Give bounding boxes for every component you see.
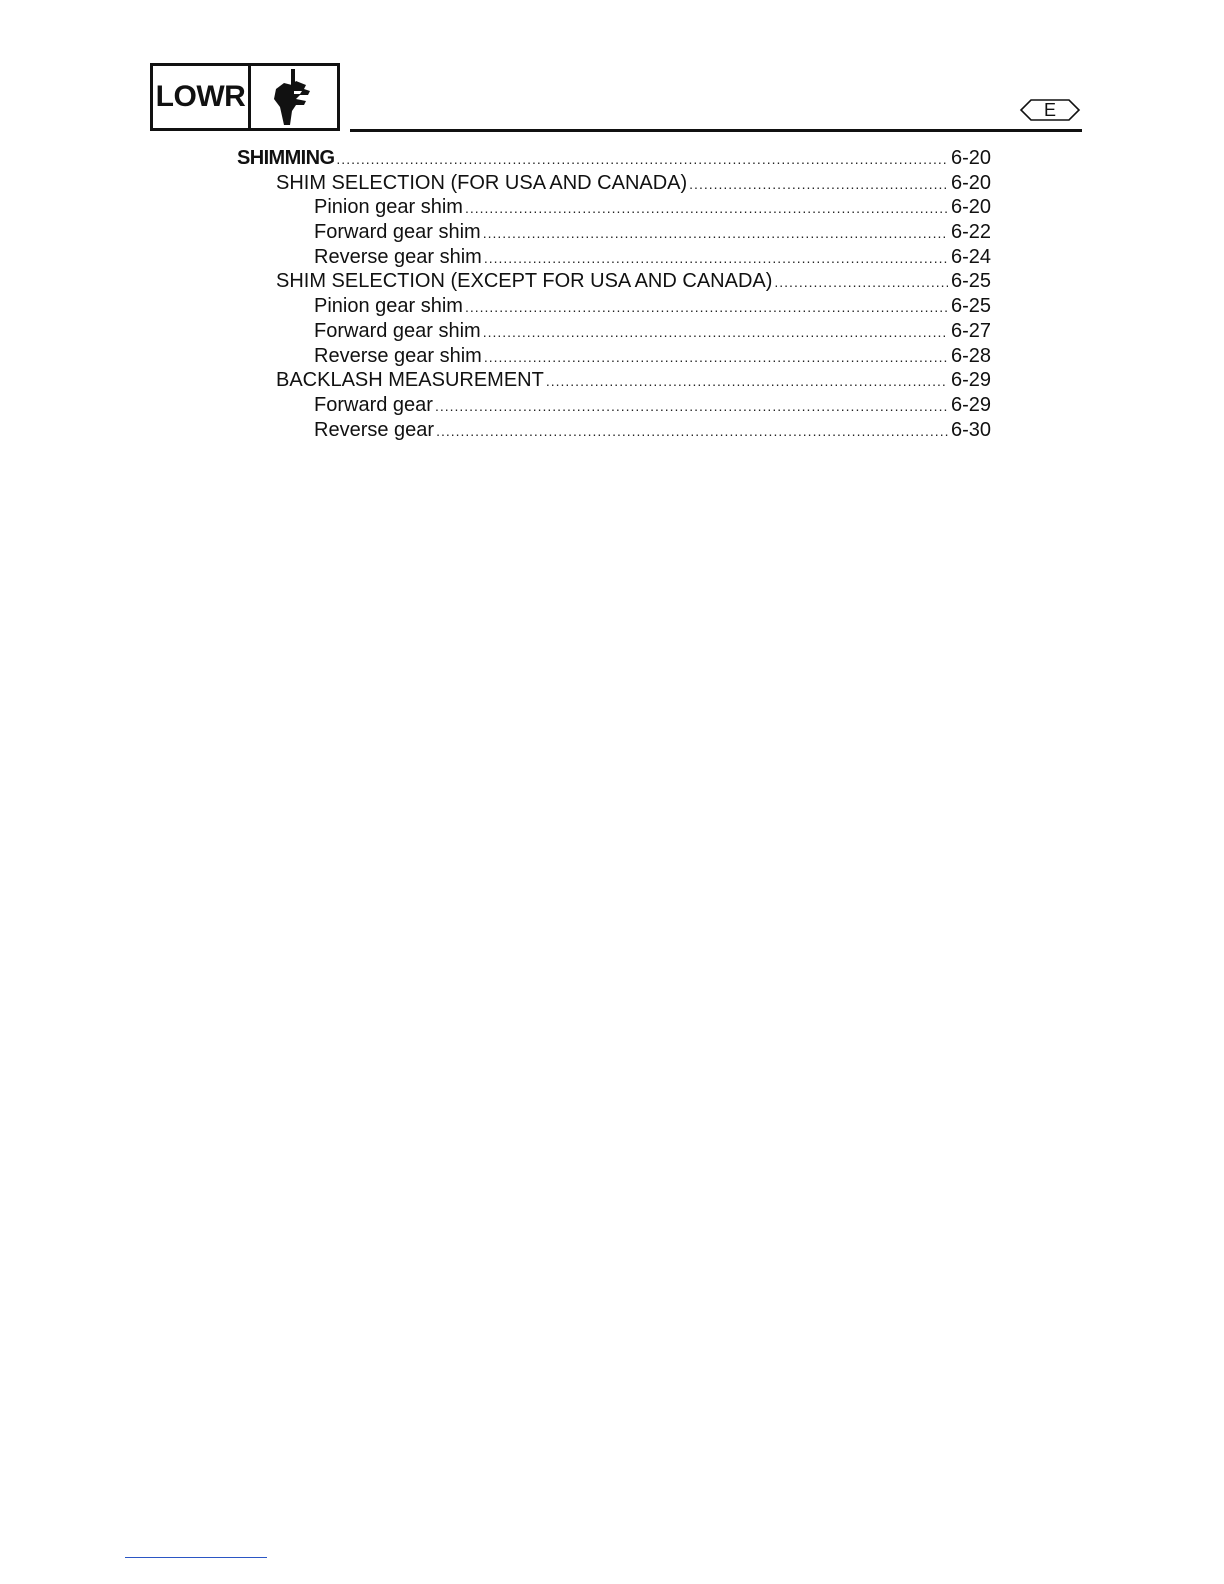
toc-entry-page: 6-20 xyxy=(950,171,991,194)
section-header-box xyxy=(150,63,340,131)
toc-dot-leader xyxy=(436,419,948,444)
toc-entry-page: 6-30 xyxy=(950,418,991,441)
toc-entry-page: 6-20 xyxy=(950,147,991,169)
toc-dot-leader xyxy=(336,147,948,172)
toc-entry xyxy=(237,220,991,245)
toc-entry-title: Pinion gear shim xyxy=(314,196,463,219)
toc-entry-title: BACKLASH MEASUREMENT xyxy=(276,369,544,392)
toc-entry-title: Reverse gear shim xyxy=(314,245,482,268)
toc-entry-page: 6-20 xyxy=(950,196,991,219)
toc-entry-page: 6-24 xyxy=(950,245,991,268)
toc-entry-page: 6-29 xyxy=(950,369,991,392)
toc-dot-leader xyxy=(483,320,948,345)
toc-entry xyxy=(237,319,991,344)
toc-entry-page: 6-29 xyxy=(950,393,991,416)
toc-dot-leader xyxy=(484,246,948,271)
toc-entry xyxy=(237,294,991,319)
toc-dot-leader xyxy=(689,172,948,197)
toc-entry-title: Forward gear shim xyxy=(314,319,481,342)
toc-entry-page: 6-25 xyxy=(950,295,991,318)
toc-entry xyxy=(237,171,991,196)
toc-dot-leader xyxy=(483,221,948,246)
toc-dot-leader xyxy=(546,369,948,394)
toc-entry xyxy=(237,195,991,220)
language-badge xyxy=(1019,98,1081,122)
toc-entry-title: SHIM SELECTION (FOR USA AND CANADA) xyxy=(276,171,688,194)
toc-entry xyxy=(237,418,991,443)
toc-entry xyxy=(237,269,991,294)
table-of-contents xyxy=(237,146,991,442)
toc-dot-leader xyxy=(465,295,948,320)
toc-entry-title: Reverse gear xyxy=(314,418,435,441)
toc-entry-title: Forward gear xyxy=(314,393,433,416)
section-code: LOWR xyxy=(153,66,251,128)
toc-entry-page: 6-25 xyxy=(950,270,991,293)
toc-entry-title: Reverse gear shim xyxy=(314,344,482,367)
toc-entry xyxy=(237,245,991,270)
toc-dot-leader xyxy=(774,270,948,295)
toc-entry-page: 6-28 xyxy=(950,344,991,367)
toc-entry-page: 6-22 xyxy=(950,221,991,244)
footer-rule xyxy=(125,1557,267,1558)
toc-entry-title: SHIMMING xyxy=(237,147,335,169)
toc-entry-title: SHIM SELECTION (EXCEPT FOR USA AND CANADA) xyxy=(276,270,773,293)
toc-entry xyxy=(237,146,991,171)
toc-entry xyxy=(237,393,991,418)
toc-entry-page: 6-27 xyxy=(950,319,991,342)
toc-dot-leader xyxy=(435,394,948,419)
toc-entry-title: Forward gear shim xyxy=(314,221,481,244)
header-rule xyxy=(350,129,1082,132)
toc-entry xyxy=(237,344,991,369)
language-letter: E xyxy=(1043,100,1056,120)
toc-dot-leader xyxy=(484,345,948,370)
toc-entry xyxy=(237,368,991,393)
toc-entry-title: Pinion gear shim xyxy=(314,295,463,318)
toc-dot-leader xyxy=(465,196,948,221)
lower-unit-icon xyxy=(251,66,337,128)
